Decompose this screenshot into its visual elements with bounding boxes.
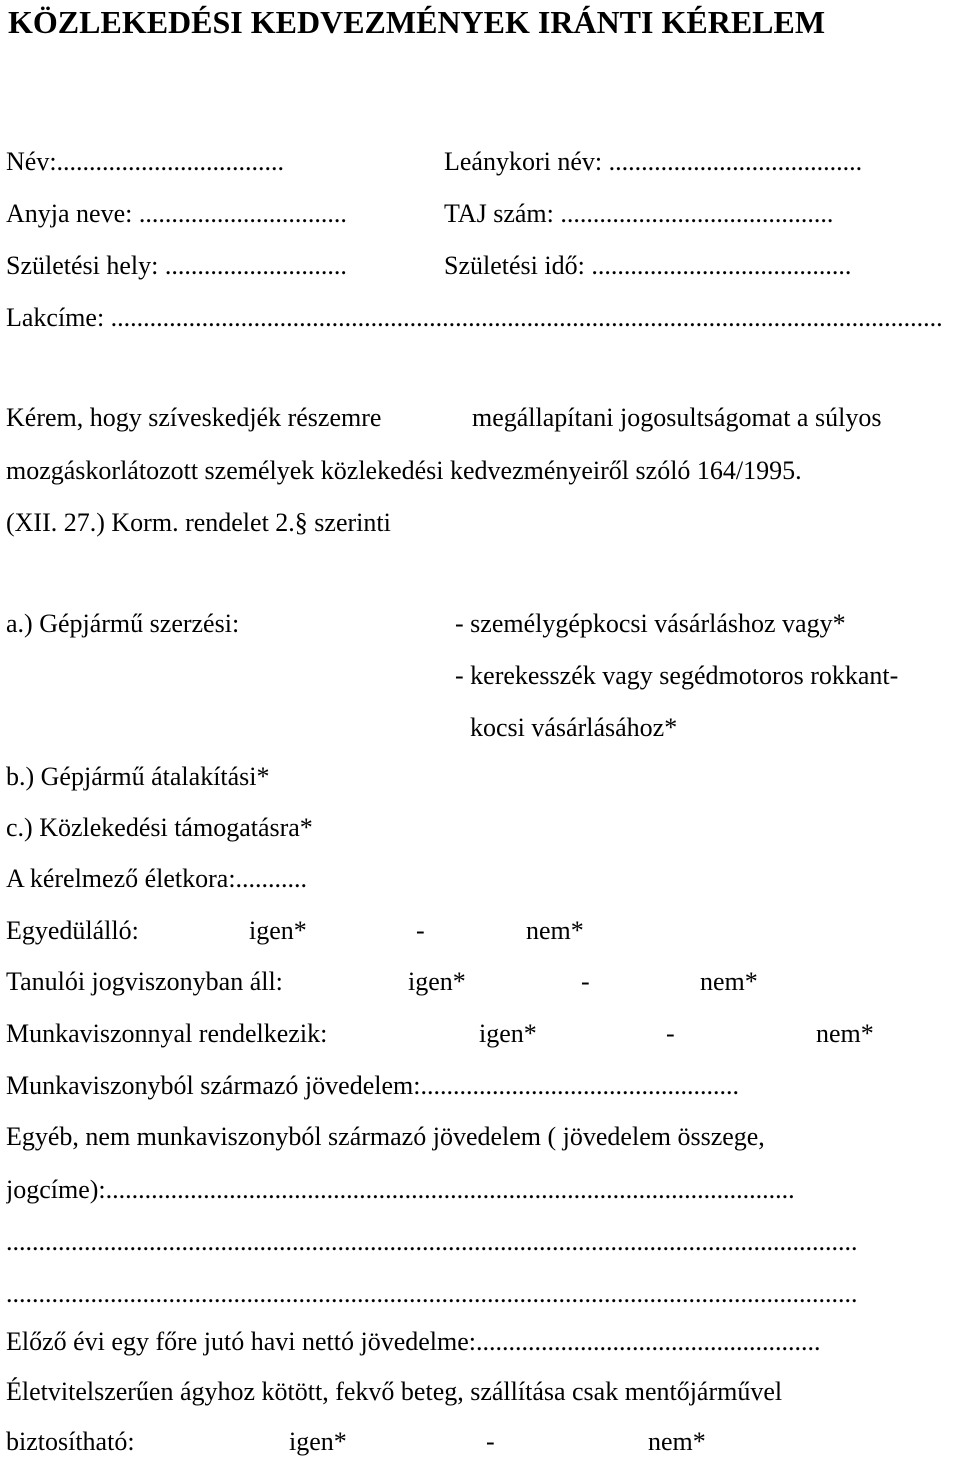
per-capita-income-field[interactable]: Előző évi egy főre jutó havi nettó jövedelme:..................................................... <box>6 1327 821 1356</box>
bedridden-dash: - <box>486 1427 495 1456</box>
request-line-2: mozgáskorlátozott személyek közlekedési kedvezményeiről szóló 164/1995. <box>6 456 802 485</box>
option-b[interactable]: b.) Gépjármű átalakítási* <box>6 762 270 791</box>
document-title: KÖZLEKEDÉSI KEDVEZMÉNYEK IRÁNTI KÉRELEM <box>8 4 826 40</box>
employed-dash: - <box>666 1019 675 1048</box>
student-dash: - <box>581 967 590 996</box>
name-field[interactable]: Név:................................... <box>6 147 285 176</box>
other-income-line-1: Egyéb, nem munkaviszonyból származó jövedelem ( jövedelem összege, <box>6 1122 765 1151</box>
request-line-1-left: Kérem, hogy szíveskedjék részemre <box>6 403 382 432</box>
student-label: Tanulói jogviszonyban áll: <box>6 967 283 996</box>
option-a-wheelchair-cont: kocsi vásárlásához* <box>470 713 678 742</box>
bedridden-line-1: Életvitelszerűen ágyhoz kötött, fekvő beteg, szállítása csak mentőjárművel <box>6 1377 783 1406</box>
employed-no[interactable]: nem* <box>816 1019 874 1048</box>
birth-date-field[interactable]: Születési idő: ........................................ <box>444 251 852 280</box>
single-yes[interactable]: igen* <box>249 916 307 945</box>
single-no[interactable]: nem* <box>526 916 584 945</box>
student-no[interactable]: nem* <box>700 967 758 996</box>
option-a-label: a.) Gépjármű szerzési: <box>6 609 240 638</box>
maiden-name-field[interactable]: Leánykori név: ....................................... <box>444 147 863 176</box>
single-dash: - <box>416 916 425 945</box>
blank-line-1[interactable]: ................................................................................................................................... <box>6 1227 858 1256</box>
mother-name-field[interactable]: Anyja neve: ................................ <box>6 199 347 228</box>
single-label: Egyedülálló: <box>6 916 139 945</box>
option-a-car[interactable]: - személygépkocsi vásárláshoz vagy* <box>455 609 846 638</box>
other-income-field[interactable]: jogcíme):.......................................................................................................... <box>6 1175 795 1204</box>
bedridden-no[interactable]: nem* <box>648 1427 706 1456</box>
taj-field[interactable]: TAJ szám: .......................................... <box>444 199 834 228</box>
address-field[interactable]: Lakcíme: ................................................................................................................................ <box>6 303 943 332</box>
age-field[interactable]: A kérelmező életkora:........... <box>6 864 308 893</box>
student-yes[interactable]: igen* <box>408 967 466 996</box>
employed-label: Munkaviszonnyal rendelkezik: <box>6 1019 328 1048</box>
blank-line-2[interactable]: ................................................................................................................................... <box>6 1279 858 1308</box>
bedridden-yes[interactable]: igen* <box>289 1427 347 1456</box>
option-c[interactable]: c.) Közlekedési támogatásra* <box>6 813 313 842</box>
request-line-3: (XII. 27.) Korm. rendelet 2.§ szerinti <box>6 508 391 537</box>
bedridden-label: biztosítható: <box>6 1427 135 1456</box>
employed-yes[interactable]: igen* <box>479 1019 537 1048</box>
birth-place-field[interactable]: Születési hely: ............................ <box>6 251 347 280</box>
employment-income-field[interactable]: Munkaviszonyból származó jövedelem:................................................. <box>6 1071 739 1100</box>
option-a-wheelchair[interactable]: - kerekesszék vagy segédmotoros rokkant- <box>455 661 899 690</box>
request-line-1-right: megállapítani jogosultságomat a súlyos <box>472 403 882 432</box>
